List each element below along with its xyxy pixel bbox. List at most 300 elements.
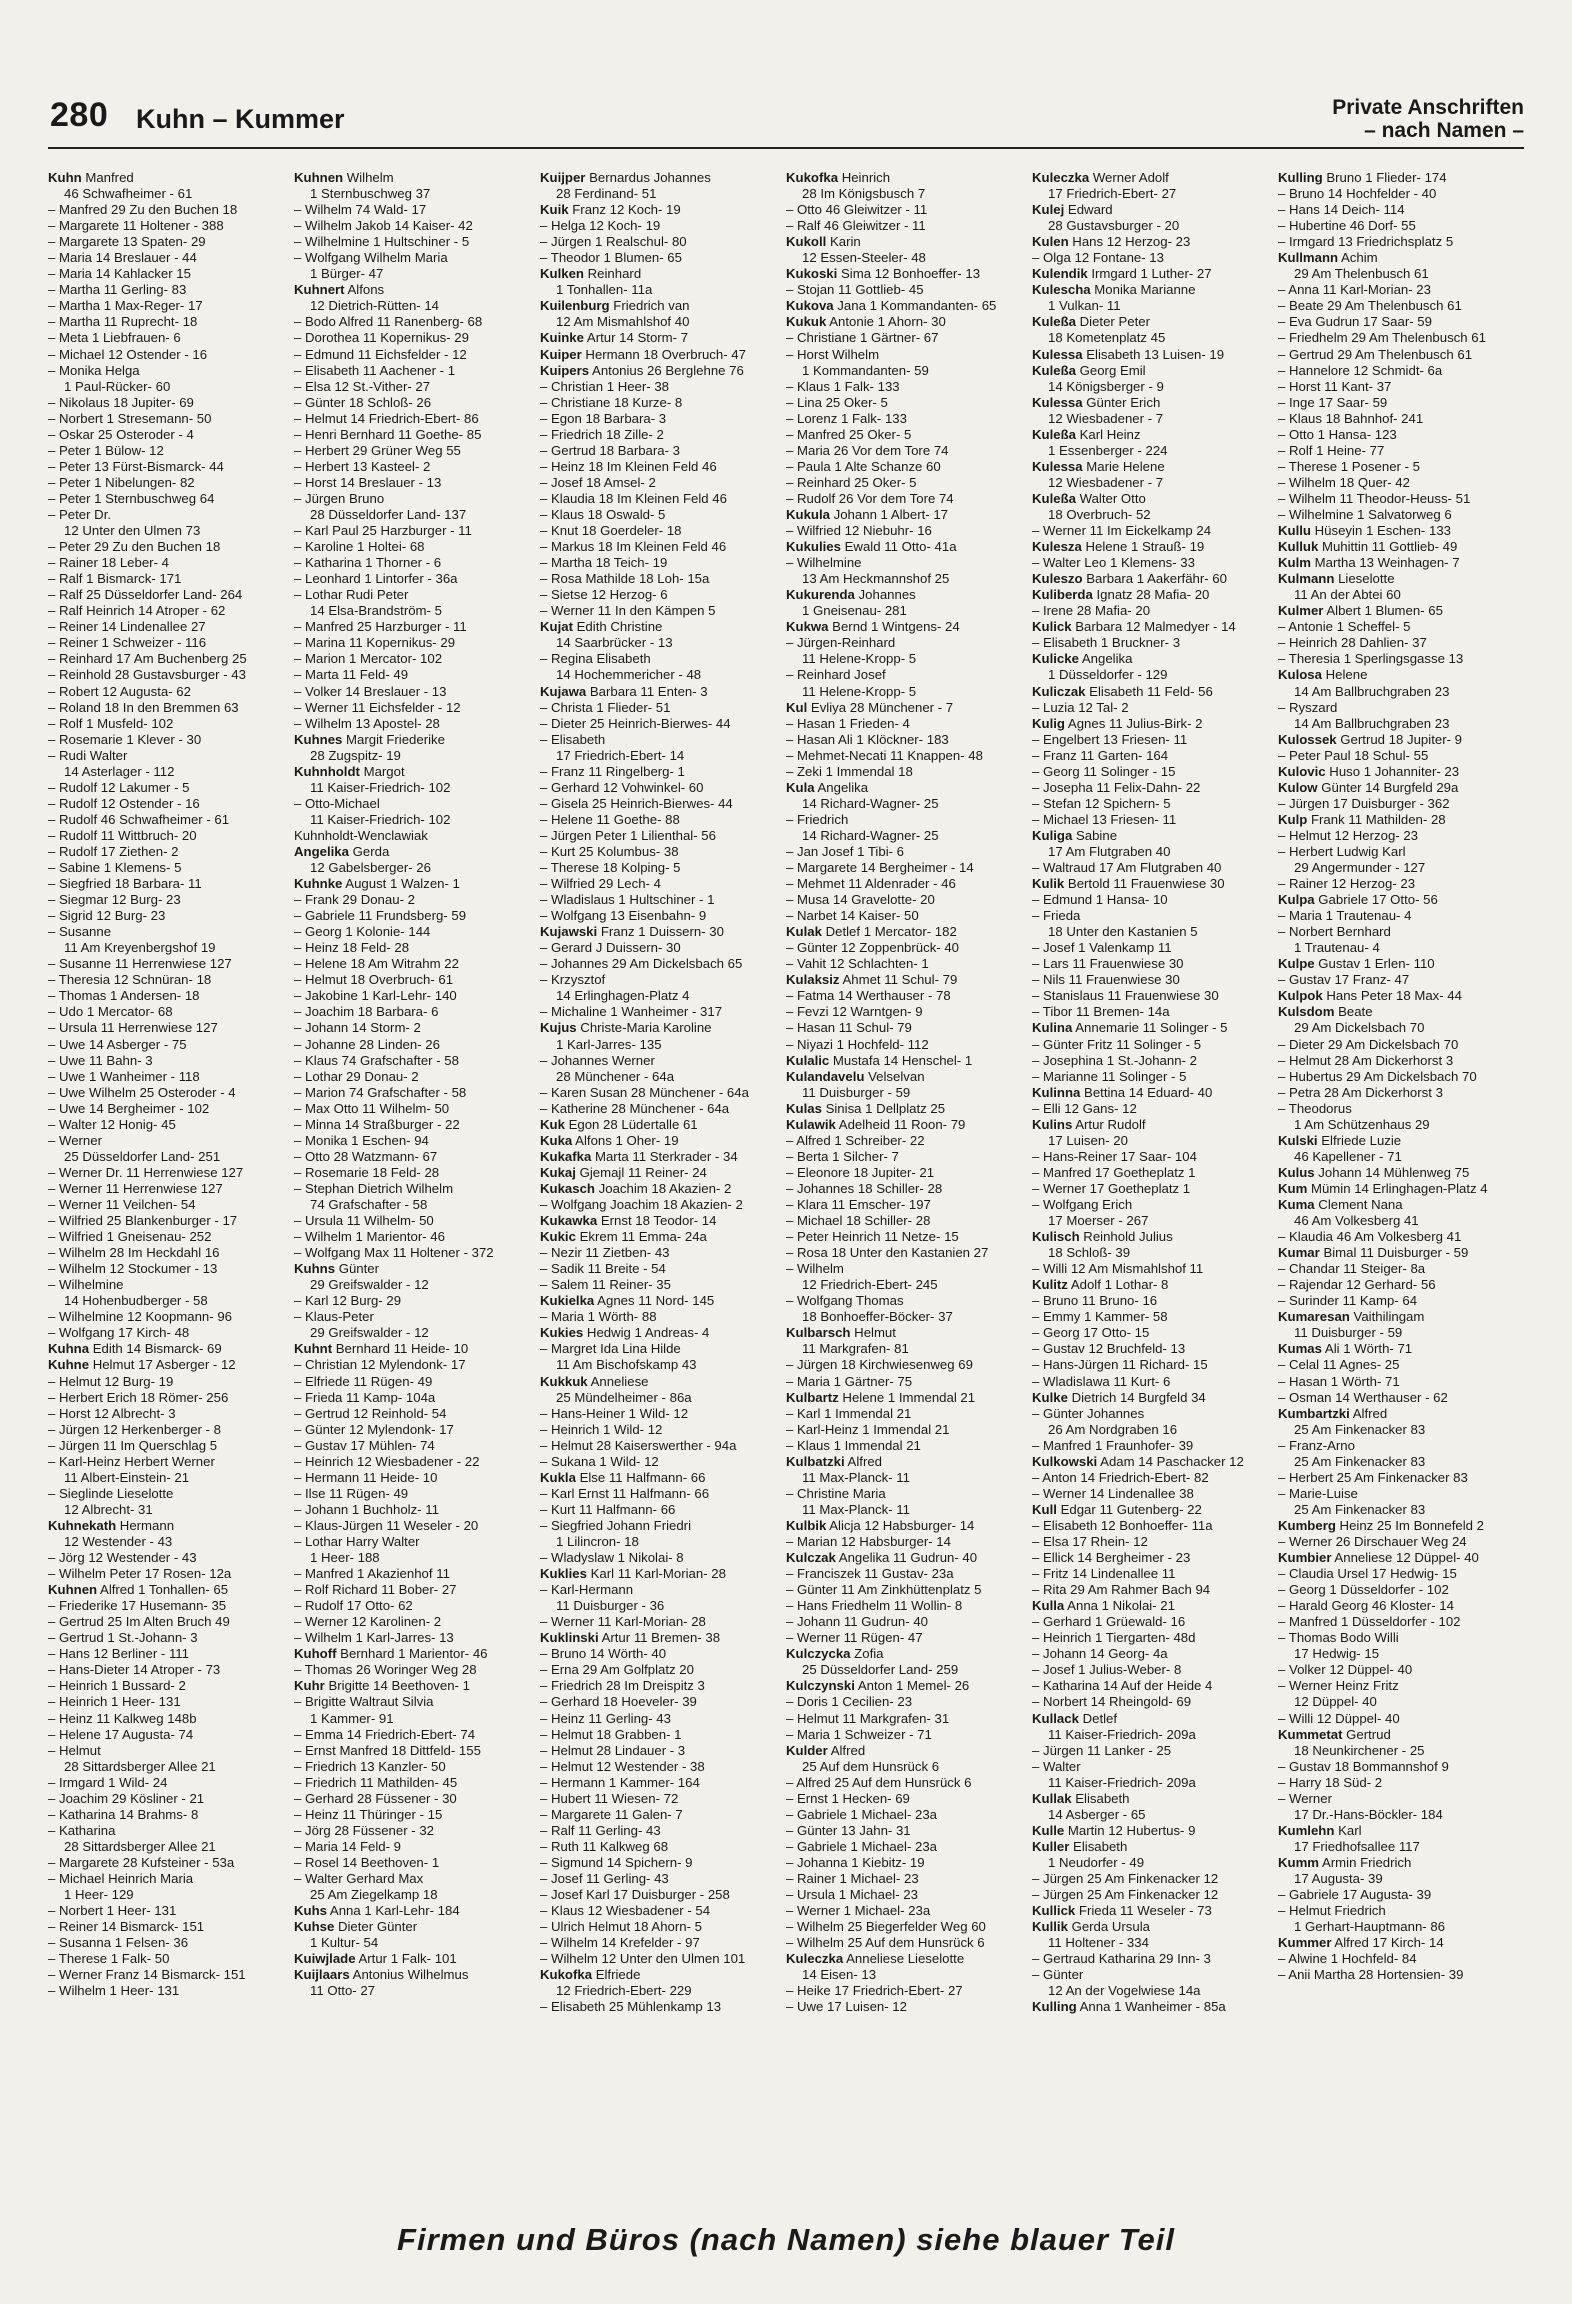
directory-entry: 1 Trautenau- 4 [1294, 940, 1380, 956]
directory-entry: – Helmut Friedrich [1278, 1903, 1386, 1919]
directory-entry: – Katharina 14 Auf der Heide 4 [1032, 1678, 1213, 1694]
directory-entry: Kukies Hedwig 1 Andreas- 4 [540, 1325, 710, 1341]
surname: Kumberg [1278, 1517, 1336, 1533]
directory-entry: – Rosa 18 Unter den Kastanien 27 [786, 1245, 989, 1261]
directory-entry: – Klaus-Jürgen 11 Weseler - 20 [294, 1517, 479, 1533]
directory-entry: – Inge 17 Saar- 59 [1278, 394, 1388, 410]
surname: Kulmann [1278, 571, 1335, 587]
directory-entry: Kum Mümin 14 Erlinghagen-Platz 4 [1278, 1180, 1488, 1196]
directory-entry: – Manfred 29 Zu den Buchen 18 [48, 202, 238, 218]
directory-entry: – Klaudia 18 Im Kleinen Feld 46 [540, 490, 727, 506]
directory-entry: – Therese 1 Posener - 5 [1278, 458, 1420, 474]
directory-entry: Angelika Gerda [294, 843, 390, 859]
surname: Kuk [540, 1116, 565, 1132]
surname: Kuhne [48, 1357, 90, 1373]
surname: Kukla [540, 1469, 576, 1485]
directory-entry: 14 Hochemmericher - 48 [556, 667, 702, 683]
directory-entry: Kuhns Günter [294, 1261, 380, 1277]
directory-entry: Kuhnen Wilhelm [294, 170, 394, 185]
directory-entry: Kulbarsch Helmut [786, 1325, 896, 1341]
surname: Kuiwjlade [294, 1951, 356, 1967]
surname: Kulisch [1032, 1229, 1080, 1245]
directory-entry: – Rudolf 26 Vor dem Tore 74 [786, 490, 954, 506]
directory-entry: – Jürgen 11 Lanker - 25 [1032, 1742, 1172, 1758]
directory-entry: – Rolf 1 Musfeld- 102 [48, 715, 174, 731]
directory-entry: – Heinrich 1 Tiergarten- 48d [1032, 1630, 1196, 1646]
surname: Kulder [786, 1742, 828, 1758]
directory-entry: – Narbet 14 Kaiser- 50 [786, 908, 919, 924]
surname: Kumbier [1278, 1550, 1332, 1566]
directory-entry: – Manfred 25 Harzburger - 11 [294, 619, 467, 635]
directory-entry: – Wilhelm 74 Wald- 17 [294, 202, 427, 218]
surname: Kumaresan [1278, 1309, 1350, 1325]
directory-entry: 1 Karl-Jarres- 135 [556, 1036, 662, 1052]
directory-entry: – Volker 14 Breslauer - 13 [294, 683, 447, 699]
directory-entry: – Franciszek 11 Gustav- 23a [786, 1566, 954, 1582]
directory-entry: – Werner 11 In den Kämpen 5 [540, 603, 716, 619]
directory-entry: – Nils 11 Frauenwiese 30 [1032, 972, 1180, 988]
directory-entry: – Heinz 11 Gerling- 43 [540, 1710, 671, 1726]
directory-entry: – Wilhelm 25 Biegerfelder Weg 60 [786, 1919, 986, 1935]
directory-entry: Kulbik Alicja 12 Habsburger- 14 [786, 1517, 975, 1533]
surname: Kuinke [540, 330, 584, 346]
surname: Kukic [540, 1229, 576, 1245]
directory-entry: – Karl Paul 25 Harzburger - 11 [294, 523, 472, 539]
surname: Kullu [1278, 523, 1311, 539]
directory-entry: – Rudolf 12 Lakumer - 5 [48, 779, 190, 795]
surname: Kuliga [1032, 827, 1073, 843]
directory-entry: – Werner 11 Rügen- 47 [786, 1630, 923, 1646]
directory-entry: – Otto 46 Gleiwitzer - 11 [786, 202, 928, 218]
directory-entry: 1 Gerhart-Hauptmann- 86 [1294, 1919, 1445, 1935]
directory-entry: – Mehmet-Necati 11 Knappen- 48 [786, 747, 983, 763]
directory-entry: 11 Am Kreyenbergshof 19 [64, 940, 216, 956]
directory-entry: Kuiper Hermann 18 Overbruch- 47 [540, 346, 746, 362]
directory-entry: Kullack Detlef [1032, 1710, 1118, 1726]
directory-entry: – Therese 18 Kolping- 5 [540, 860, 681, 876]
directory-entry: 11 Helene-Kropp- 5 [802, 683, 917, 699]
directory-entry: 46 Kapellener - 71 [1294, 1148, 1402, 1164]
directory-entry: – Georg 17 Otto- 15 [1032, 1325, 1150, 1341]
directory-entry: – Theodor 1 Blumen- 65 [540, 250, 682, 266]
surname: Kuijper [540, 170, 586, 185]
surname: Kulig [1032, 715, 1065, 731]
directory-entry: Kuhnekath Hermann [48, 1517, 175, 1533]
directory-entry: – Günter 18 Schloß- 26 [294, 394, 432, 410]
directory-entry: – Sigrid 12 Burg- 23 [48, 908, 166, 924]
directory-entry: 1 Sternbuschweg 37 [310, 186, 431, 202]
directory-entry: Kulas Sinisa 1 Dellplatz 25 [786, 1100, 946, 1116]
directory-entry: – Günter 13 Jahn- 31 [786, 1822, 911, 1838]
directory-entry: – Wilhelmine [786, 555, 862, 571]
directory-entry: Kuik Franz 12 Koch- 19 [540, 202, 681, 218]
directory-entry: – Werner 1 Michael- 23a [786, 1903, 931, 1919]
directory-entry: Kuller Elisabeth [1032, 1838, 1128, 1854]
directory-entry: – Mehmet 11 Aldenrader - 46 [786, 876, 956, 892]
directory-entry: – Helmut 18 Overbruch- 61 [294, 972, 454, 988]
surname: Kuleßa [1032, 314, 1076, 330]
directory-entry: – Siegfried Johann Friedri [540, 1517, 692, 1533]
surname: Kula [786, 779, 815, 795]
surname: Kulendik [1032, 266, 1088, 282]
directory-entry: 28 Sittardsberger Allee 21 [64, 1758, 216, 1774]
directory-entry: – Stojan 11 Gottlieb- 45 [786, 282, 924, 298]
directory-entry: – Josef 18 Amsel- 2 [540, 474, 656, 490]
directory-entry: – Gustav 18 Bommannshof 9 [1278, 1758, 1449, 1774]
directory-entry: Kulawik Adelheid 11 Roon- 79 [786, 1116, 966, 1132]
surname: Kukova [786, 298, 834, 314]
directory-entry: 18 Overbruch- 52 [1048, 506, 1151, 522]
directory-entry: Kukurenda Johannes [786, 587, 916, 603]
directory-entry: – Margarete 11 Galen- 7 [540, 1806, 683, 1822]
surname: Kulling [1032, 1999, 1077, 2015]
directory-entry: – Eleonore 18 Jupiter- 21 [786, 1164, 935, 1180]
directory-entry: – Rainer 18 Leber- 4 [48, 555, 169, 571]
directory-entry: Kulkowski Adam 14 Paschacker 12 [1032, 1453, 1244, 1469]
directory-entry: – Hubert 11 Wiesen- 72 [540, 1790, 679, 1806]
directory-entry: – Gerard J Duissern- 30 [540, 940, 681, 956]
directory-entry: – Peter 29 Zu den Buchen 18 [48, 539, 221, 555]
surname: Kulling [1278, 170, 1323, 185]
directory-entry: 14 Am Ballbruchgraben 23 [1294, 715, 1450, 731]
directory-entry: – Maria 1 Schweizer - 71 [786, 1726, 932, 1742]
directory-entry: – Manfred 25 Oker- 5 [786, 426, 912, 442]
directory-entry: – Willi 12 Am Mismahlshof 11 [1032, 1261, 1204, 1277]
directory-entry: – Udo 1 Mercator- 68 [48, 1004, 173, 1020]
directory-entry: – Stephan Dietrich Wilhelm [294, 1180, 454, 1196]
directory-entry: – Günter 12 Mylendonk- 17 [294, 1421, 454, 1437]
surname: Kummer [1278, 1935, 1332, 1951]
surname: Kulm [1278, 555, 1311, 571]
directory-entry: – Peter 1 Sternbuschweg 64 [48, 490, 215, 506]
directory-entry: – Joachim 29 Kösliner - 21 [48, 1790, 205, 1806]
directory-entry: – Hans 14 Deich- 114 [1278, 202, 1405, 218]
directory-entry: – Egon 18 Barbara- 3 [540, 410, 667, 426]
surname: Kullack [1032, 1710, 1079, 1726]
directory-entry: – Rainer 1 Michael- 23 [786, 1870, 919, 1886]
directory-entry: – Josepha 11 Felix-Dahn- 22 [1032, 779, 1201, 795]
directory-entry: – Uwe 14 Bergheimer - 102 [48, 1100, 210, 1116]
directory-entry: – Wolfgang 17 Kirch- 48 [48, 1325, 190, 1341]
directory-entry: – Jürgen 25 Am Finkenacker 12 [1032, 1870, 1219, 1886]
directory-entry: Kukwa Bernd 1 Wintgens- 24 [786, 619, 960, 635]
directory-entry: Kulins Artur Rudolf [1032, 1116, 1146, 1132]
directory-entry: 1 Bürger- 47 [310, 266, 384, 282]
directory-entry: – Jürgen 1 Realschul- 80 [540, 234, 687, 250]
directory-entry: – Anton 14 Friedrich-Ebert- 82 [1032, 1469, 1209, 1485]
directory-entry: – Heinrich 28 Dahlien- 37 [1278, 635, 1427, 651]
surname: Kulla [1032, 1598, 1065, 1614]
directory-entry: – Gertraud Katharina 29 Inn- 3 [1032, 1951, 1211, 1967]
directory-entry: 1 Paul-Rücker- 60 [64, 378, 171, 394]
directory-entry: – Helmut 11 Markgrafen- 31 [786, 1710, 950, 1726]
surname: Kummetat [1278, 1726, 1343, 1742]
directory-entry: – Maria 1 Trautenau- 4 [1278, 908, 1412, 924]
surname: Kukkuk [540, 1373, 588, 1389]
directory-entry: 12 Wiesbadener - 7 [1048, 474, 1164, 490]
directory-entry: – Dieter 25 Heinrich-Bierwes- 44 [540, 715, 731, 731]
directory-entry: Kuijper Bernardus Johannes [540, 170, 711, 185]
directory-entry: Kuliberda Ignatz 28 Mafia- 20 [1032, 587, 1210, 603]
directory-entry: – Wolfgang Max 11 Holtener - 372 [294, 1245, 494, 1261]
directory-entry: – Friedrich 28 Im Dreispitz 3 [540, 1678, 705, 1694]
directory-entry: – Meta 1 Liebfrauen- 6 [48, 330, 181, 346]
directory-entry: – Roland 18 In den Bremmen 63 [48, 699, 239, 715]
directory-entry: – Klaus 1 Immendal 21 [786, 1437, 921, 1453]
surname: Kukofka [786, 170, 839, 185]
directory-entry: 12 Friedrich-Ebert- 229 [556, 1983, 692, 1999]
directory-entry: Kulessa Elisabeth 13 Luisen- 19 [1032, 346, 1225, 362]
directory-entry: Kull Edgar 11 Gutenberg- 22 [1032, 1501, 1202, 1517]
directory-entry: 14 Erlinghagen-Platz 4 [556, 988, 690, 1004]
directory-entry: – Gertrud 12 Reinhold- 54 [294, 1405, 447, 1421]
directory-entry: – Georg 11 Solinger - 15 [1032, 763, 1176, 779]
directory-entry: – Dieter 29 Am Dickelsbach 70 [1278, 1036, 1459, 1052]
directory-entry: – Margarete 13 Spaten- 29 [48, 234, 206, 250]
directory-entry: – Celal 11 Agnes- 25 [1278, 1357, 1400, 1373]
directory-entry: – Herbert Ludwig Karl [1278, 843, 1406, 859]
surname: Kuleczka [1032, 170, 1090, 185]
surname: Kullak [1032, 1790, 1072, 1806]
directory-entry: – Manfred 17 Goetheplatz 1 [1032, 1164, 1196, 1180]
directory-entry: Kulisch Reinhold Julius [1032, 1229, 1173, 1245]
surname: Kulej [1032, 202, 1065, 218]
directory-entry: – Bruno 14 Hochfelder - 40 [1278, 186, 1437, 202]
directory-entry: Kukkuk Anneliese [540, 1373, 649, 1389]
directory-entry: Kuleczka Anneliese Lieselotte [786, 1951, 965, 1967]
surname: Kuka [540, 1132, 573, 1148]
directory-entry: Kukofka Elfriede [540, 1967, 641, 1983]
directory-entry: – Osman 14 Werthauser - 62 [1278, 1389, 1448, 1405]
directory-entry: Kuleßa Karl Heinz [1032, 426, 1141, 442]
directory-entry: 25 Mündelheimer - 86a [556, 1389, 692, 1405]
directory-entry: 17 Dr.-Hans-Böckler- 184 [1294, 1806, 1443, 1822]
directory-entry: 17 Am Flutgraben 40 [1048, 843, 1171, 859]
directory-entry: – Berta 1 Silcher- 7 [786, 1148, 899, 1164]
directory-entry: – Ralf Heinrich 14 Atroper - 62 [48, 603, 226, 619]
surname: Kuhna [48, 1341, 90, 1357]
directory-entry: 18 Kometenplatz 45 [1048, 330, 1166, 346]
directory-entry: – Maria 14 Feld- 9 [294, 1838, 402, 1854]
surname: Kuleczka [786, 1951, 844, 1967]
directory-entry: – Erna 29 Am Golfplatz 20 [540, 1662, 694, 1678]
directory-entry: – Beate 29 Am Thelenbusch 61 [1278, 298, 1462, 314]
directory-entry: Kulczycka Zofia [786, 1646, 884, 1662]
directory-entry: – Engelbert 13 Friesen- 11 [1032, 731, 1188, 747]
directory-entry: Kuliga Sabine [1032, 827, 1118, 843]
directory-entry: – Elli 12 Gans- 12 [1032, 1100, 1137, 1116]
directory-entry: Kuhnes Margit Friederike [294, 731, 445, 747]
directory-entry: – Susanne 11 Herrenwiese 127 [48, 956, 232, 972]
directory-entry: – Jürgen 25 Am Finkenacker 12 [1032, 1887, 1219, 1903]
directory-entry: 14 Richard-Wagner- 25 [802, 795, 939, 811]
directory-entry: Kullu Hüseyin 1 Eschen- 133 [1278, 523, 1451, 539]
directory-entry: 1 Heer- 188 [310, 1550, 380, 1566]
directory-entry: Kulalic Mustafa 14 Henschel- 1 [786, 1052, 973, 1068]
directory-entry: Kulessa Marie Helene [1032, 458, 1165, 474]
surname: Kulessa [1032, 458, 1083, 474]
directory-entry: Kukaj Gjemajl 11 Reiner- 24 [540, 1164, 707, 1180]
directory-entry: 12 Am Mismahlshof 40 [556, 314, 690, 330]
surname: Kuhoff [294, 1646, 337, 1662]
directory-entry: Kumas Ali 1 Wörth- 71 [1278, 1341, 1413, 1357]
directory-entry: – Gabriele 11 Frundsberg- 59 [294, 908, 467, 924]
directory-entry: – Theodorus [1278, 1100, 1352, 1116]
directory-entry: – Elisabeth 1 Bruckner- 3 [1032, 635, 1181, 651]
surname: Kukwa [786, 619, 829, 635]
surname: Kulus [1278, 1164, 1315, 1180]
directory-entry: – Gabriele 1 Michael- 23a [786, 1838, 938, 1854]
directory-entry: – Ryszard [1278, 699, 1338, 715]
directory-entry: 28 Gustavsburger - 20 [1048, 218, 1180, 234]
directory-entry: – Klaus 12 Wiesbadener - 54 [540, 1903, 711, 1919]
directory-entry: 12 Essen-Steeler- 48 [802, 250, 926, 266]
surname: Kulpe [1278, 956, 1315, 972]
directory-entry: 17 Luisen- 20 [1048, 1132, 1128, 1148]
directory-entry: – Wilhelm 14 Krefelder - 97 [540, 1935, 700, 1951]
directory-entry: – Ellick 14 Bergheimer - 23 [1032, 1550, 1191, 1566]
directory-entry: 11 Helene-Kropp- 5 [802, 651, 917, 667]
directory-entry: – Tibor 11 Bremen- 14a [1032, 1004, 1170, 1020]
directory-entry: Kulbatzki Alfred [786, 1453, 883, 1469]
directory-entry: 29 Am Dickelsbach 70 [1294, 1020, 1425, 1036]
directory-entry: Kulmann Lieselotte [1278, 571, 1395, 587]
surname: Kuklinski [540, 1630, 599, 1646]
directory-entry: – Lothar Rudi Peter [294, 587, 409, 603]
surname: Kukulies [786, 539, 841, 555]
directory-entry: – Wilhelm 18 Quer- 42 [1278, 474, 1410, 490]
directory-entry: – Werner 14 Lindenallee 38 [1032, 1485, 1194, 1501]
directory-entry: – Heinz 18 Feld- 28 [294, 940, 410, 956]
directory-entry: 12 Wiesbadener - 7 [1048, 410, 1164, 426]
directory-entry: – Horst 11 Kant- 37 [1278, 378, 1392, 394]
directory-entry: – Reinhard Josef [786, 667, 886, 683]
directory-entry: 11 Kaiser-Friedrich- 209a [1048, 1726, 1196, 1742]
directory-entry: Kuhs Anna 1 Karl-Lehr- 184 [294, 1903, 460, 1919]
directory-entry: – Volker 12 Düppel- 40 [1278, 1662, 1413, 1678]
directory-entry: – Monika 1 Eschen- 94 [294, 1132, 429, 1148]
directory-entry: – Helmut 12 Herzog- 23 [1278, 827, 1419, 843]
directory-entry: – Helmut [48, 1742, 101, 1758]
directory-entry: – Anna 11 Karl-Morian- 23 [1278, 282, 1431, 298]
directory-entry: – Michael Heinrich Maria [48, 1870, 194, 1886]
directory-entry: Kumlehn Karl [1278, 1822, 1362, 1838]
directory-entry: – Susanna 1 Felsen- 36 [48, 1935, 189, 1951]
directory-entry: 12 Albrecht- 31 [64, 1501, 153, 1517]
surname: Kukaj [540, 1164, 576, 1180]
directory-entry: 1 Vulkan- 11 [1048, 298, 1121, 314]
directory-entry: – Klaus 1 Falk- 133 [786, 378, 900, 394]
directory-entry: – Harry 18 Süd- 2 [1278, 1774, 1383, 1790]
directory-entry: Kukoski Sima 12 Bonhoeffer- 13 [786, 266, 981, 282]
surname: Kukoll [786, 234, 827, 250]
directory-entry: – Sigmund 14 Spichern- 9 [540, 1854, 693, 1870]
directory-entry: – Ilse 11 Rügen- 49 [294, 1485, 409, 1501]
directory-entry: 11 Kaiser-Friedrich- 102 [310, 811, 451, 827]
directory-entry: – Maria 14 Breslauer - 44 [48, 250, 197, 266]
directory-entry: – Karl Ernst 11 Halfmann- 66 [540, 1485, 710, 1501]
directory-entry: – Wilhelmine [48, 1277, 124, 1293]
directory-entry: – Jürgen 11 Im Querschlag 5 [48, 1437, 218, 1453]
directory-entry: – Ursula 11 Wilhelm- 50 [294, 1213, 434, 1229]
directory-entry: – Johannes Werner [540, 1052, 655, 1068]
directory-entry: – Thomas Bodo Willi [1278, 1630, 1399, 1646]
directory-entry: – Edmund 11 Eichsfelder - 12 [294, 346, 467, 362]
directory-entry: – Günter [1032, 1967, 1084, 1983]
directory-entry: – Josef 1 Julius-Weber- 8 [1032, 1662, 1182, 1678]
directory-entry: Kuhnert Alfons [294, 282, 385, 298]
directory-column-2 [294, 170, 532, 2160]
directory-entry: – Walter 12 Honig- 45 [48, 1116, 176, 1132]
directory-entry: – Wolfgang Joachim 18 Akazien- 2 [540, 1197, 743, 1212]
directory-entry: 11 Duisburger - 59 [802, 1084, 911, 1100]
directory-entry: Kujawski Franz 1 Duissern- 30 [540, 924, 724, 940]
directory-entry: 1 Düsseldorfer - 129 [1048, 667, 1168, 683]
directory-entry: 17 Friedhofsallee 117 [1294, 1838, 1420, 1854]
directory-entry: – Franz 11 Garten- 164 [1032, 747, 1169, 763]
surname: Kulitz [1032, 1277, 1068, 1293]
directory-entry: – Chandar 11 Steiger- 8a [1278, 1261, 1426, 1277]
directory-entry: – Thomas 1 Andersen- 18 [48, 988, 200, 1004]
directory-entry: 17 Hedwig- 15 [1294, 1646, 1380, 1662]
surname: Kulpa [1278, 892, 1315, 908]
directory-entry: – Rosa Mathilde 18 Loh- 15a [540, 571, 710, 587]
directory-entry: – Rudolf 12 Ostender - 16 [48, 795, 200, 811]
directory-entry: Kulling Bruno 1 Flieder- 174 [1278, 170, 1447, 185]
directory-entry: Kuhr Brigitte 14 Beethoven- 1 [294, 1678, 470, 1694]
directory-entry: – Friedhelm 29 Am Thelenbusch 61 [1278, 330, 1486, 346]
directory-entry: Kulus Johann 14 Mühlenweg 75 [1278, 1164, 1470, 1180]
directory-entry: – Werner 11 Im Eickelkamp 24 [1032, 523, 1212, 539]
surname: Kukies [540, 1325, 584, 1341]
directory-entry: – Horst 12 Albrecht- 3 [48, 1405, 176, 1421]
directory-entry: 17 Moerser - 267 [1048, 1213, 1149, 1229]
directory-entry: – Jürgen-Reinhard [786, 635, 896, 651]
directory-entry: 46 Schwafheimer - 61 [64, 186, 193, 202]
directory-entry: – Karl 12 Burg- 29 [294, 1293, 402, 1309]
directory-entry: – Marianne 11 Solinger - 5 [1032, 1068, 1187, 1084]
directory-entry: – Wilhelm 12 Stockumer - 13 [48, 1261, 218, 1277]
directory-entry: – Irmgard 13 Friedrichsplatz 5 [1278, 234, 1454, 250]
directory-entry: – Peter Paul 18 Schul- 55 [1278, 747, 1429, 763]
surname: Kuhnke [294, 876, 343, 892]
surname: Kukula [786, 506, 830, 522]
directory-entry: Kukula Johann 1 Albert- 17 [786, 506, 949, 522]
surname: Kuhse [294, 1919, 335, 1935]
directory-entry: Kummer Alfred 17 Kirch- 14 [1278, 1935, 1444, 1951]
directory-entry: – Wilhelm 25 Auf dem Hunsrück 6 [786, 1935, 985, 1951]
directory-entry: Kulla Anna 1 Nikolai- 21 [1032, 1598, 1175, 1614]
directory-entry: Kulig Agnes 11 Julius-Birk- 2 [1032, 715, 1203, 731]
directory-entry: Kulick Barbara 12 Malmedyer - 14 [1032, 619, 1236, 635]
directory-entry: Kumberg Heinz 25 Im Bonnefeld 2 [1278, 1517, 1484, 1533]
directory-entry: – Karl-Heinz Herbert Werner [48, 1453, 215, 1469]
surname: Kulosa [1278, 667, 1322, 683]
directory-entry: – Wilhelmine 12 Koopmann- 96 [48, 1309, 232, 1325]
page-range: Kuhn – Kummer [136, 104, 345, 134]
directory-entry: – Alwine 1 Hochfeld- 84 [1278, 1951, 1417, 1967]
surname: Kulalic [786, 1052, 830, 1068]
directory-entry: – Kurt 25 Kolumbus- 38 [540, 843, 679, 859]
directory-entry: Kulej Edward [1032, 202, 1113, 218]
surname: Kuhnholdt [294, 763, 360, 779]
directory-entry: – Hans-Jürgen 11 Richard- 15 [1032, 1357, 1208, 1373]
directory-entry: – Margarete 28 Kufsteiner - 53a [48, 1854, 235, 1870]
directory-entry: 1 Neudorfer - 49 [1048, 1854, 1145, 1870]
directory-entry: – Alfred 1 Schreiber- 22 [786, 1132, 925, 1148]
directory-entry: Kulendik Irmgard 1 Luther- 27 [1032, 266, 1212, 282]
directory-entry: Kumbier Anneliese 12 Düppel- 40 [1278, 1550, 1479, 1566]
